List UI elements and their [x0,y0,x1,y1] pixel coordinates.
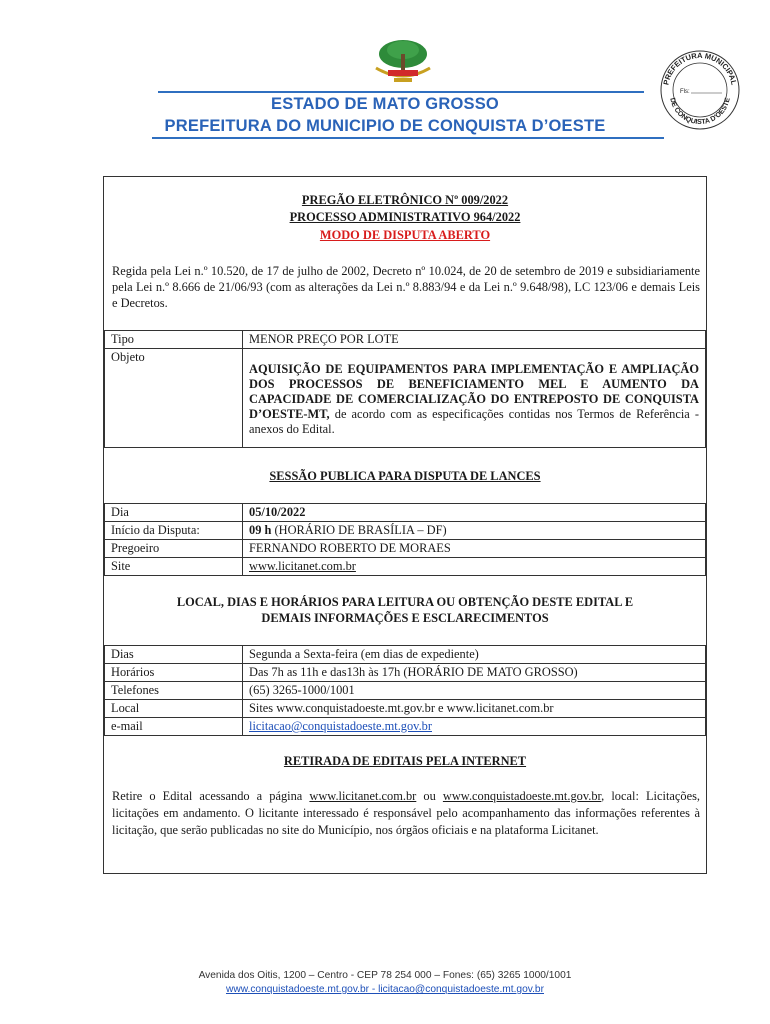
conquista-site-link[interactable]: www.conquistadoeste.mt.gov.br [442,789,602,803]
site-cell [243,558,706,576]
table-row [105,540,706,558]
inicio-hour: 09 h [249,523,272,537]
telefones-value: (65) 3265-1000/1001 [243,682,706,700]
retirada-text-1: Retire o Edital acessando a página [112,789,310,803]
local-dias-title-line2: DEMAIS INFORMAÇÕES E ESCLARECIMENTOS [261,611,549,625]
tipo-value: MENOR PREÇO POR LOTE [243,331,706,349]
pregoeiro-value: FERNANDO ROBERTO DE MORAES [243,540,706,558]
table-row [105,331,706,349]
edital-summary-box [103,176,707,874]
local-label: Local [105,700,243,718]
objeto-bold-text: AQUISIÇÃO DE EQUIPAMENTOS PARA IMPLEMENTAÇÃO E AMPLIAÇÃO DOS PROCESSOS DE BENEFICIAMENTO MEL E AUMENTO DA CAPACIDADE DE COMERCIALIZAÇÃO DO ENTREPOSTO DE CONQUISTA D’OESTE-MT, [249,362,699,421]
objeto-rest-text: de acordo com as especificações contidas nos Termos de Referência - anexos do Edital. [249,407,699,436]
pregao-title: PREGÃO ELETRÔNICO Nº 009/2022 [301,193,509,207]
prefeitura-heading: PREFEITURA DO MUNICIPIO DE CONQUISTA D’OESTE [164,117,606,135]
email-link[interactable]: licitacao@conquistadoeste.mt.gov.br [249,719,432,733]
dias-value: Segunda a Sexta-feira (em dias de expediente) [243,646,706,664]
table-row [105,682,706,700]
licitanet-link[interactable]: www.licitanet.com.br [309,789,417,803]
dia-value: 05/10/2022 [243,504,706,522]
sessao-table [104,503,706,576]
info-table [104,645,706,736]
table-row [105,646,706,664]
local-dias-title-line1: LOCAL, DIAS E HORÁRIOS PARA LEITURA OU OBTENÇÃO DESTE EDITAL E [176,595,634,609]
table-row [105,558,706,576]
footer-links[interactable]: www.conquistadoeste.mt.gov.br - licitacao@conquistadoeste.mt.gov.br [225,984,544,995]
local-value: Sites www.conquistadoeste.mt.gov.br e www.licitanet.com.br [243,700,706,718]
stamp-field-label: Fls: [680,89,690,95]
retirada-text-2: ou [416,789,443,803]
table-row [105,718,706,736]
inicio-value [243,522,706,540]
protocol-stamp [658,48,742,132]
horarios-value: Das 7h as 11h e das13h às 17h (HORÁRIO DE MATO GROSSO) [243,664,706,682]
retirada-text-3: , local: Licitações, licitações em andamento. O licitante interessado é responsável pelo acompanhamento das informações referentes à licitação, que serão publicadas no site do Município, nos órgãos oficiais e na plataforma Licitanet. [112,789,700,837]
pregoeiro-label: Pregoeiro [105,540,243,558]
retirada-title: RETIRADA DE EDITAIS PELA INTERNET [283,754,527,768]
state-heading: ESTADO DE MATO GROSSO [271,95,499,113]
table-row [105,349,706,448]
sessao-publica-title: SESSÃO PUBLICA PARA DISPUTA DE LANCES [269,469,541,483]
inicio-rest: (HORÁRIO DE BRASÍLIA – DF) [271,523,447,537]
svg-text:PREFEITURA MUNICIPAL [661,51,738,86]
header-top-rule [158,91,644,93]
objeto-label: Objeto [105,349,243,448]
table-row [105,522,706,540]
horarios-label: Horários [105,664,243,682]
site-label: Site [105,558,243,576]
tipo-label: Tipo [105,331,243,349]
municipal-coat-of-arms-logo [370,34,436,86]
legal-basis-paragraph: Regida pela Lei n.º 10.520, de 17 de julho de 2002, Decreto nº 10.024, de 20 de setembro de 2019 e subsidiariamente pela Lei n.º 8.666 de 21/06/93 (com as alterações da Lei n.º 8.883/94 e da Lei n.º 9.648/98), LC 123/06 e demais Leis e Decretos. [112,264,700,310]
email-label: e-mail [105,718,243,736]
dias-label: Dias [105,646,243,664]
tipo-objeto-table [104,330,706,448]
inicio-label: Início da Disputa: [105,522,243,540]
site-link[interactable]: www.licitanet.com.br [249,559,356,573]
email-cell [243,718,706,736]
header-bottom-rule [152,137,664,139]
retirada-paragraph [112,788,700,839]
footer-address: Avenida dos Oitis, 1200 – Centro - CEP 78 254 000 – Fones: (65) 3265 1000/1001 [198,970,572,981]
table-row [105,664,706,682]
stamp-bottom-text: DE CONQUISTA D'OESTE [668,97,732,127]
telefones-label: Telefones [105,682,243,700]
modo-disputa-title: MODO DE DISPUTA ABERTO [319,228,491,242]
table-row [105,504,706,522]
processo-title: PROCESSO ADMINISTRATIVO 964/2022 [289,210,521,224]
objeto-value [243,349,706,448]
table-row [105,700,706,718]
dia-label: Dia [105,504,243,522]
stamp-top-text: PREFEITURA MUNICIPAL [661,50,739,86]
